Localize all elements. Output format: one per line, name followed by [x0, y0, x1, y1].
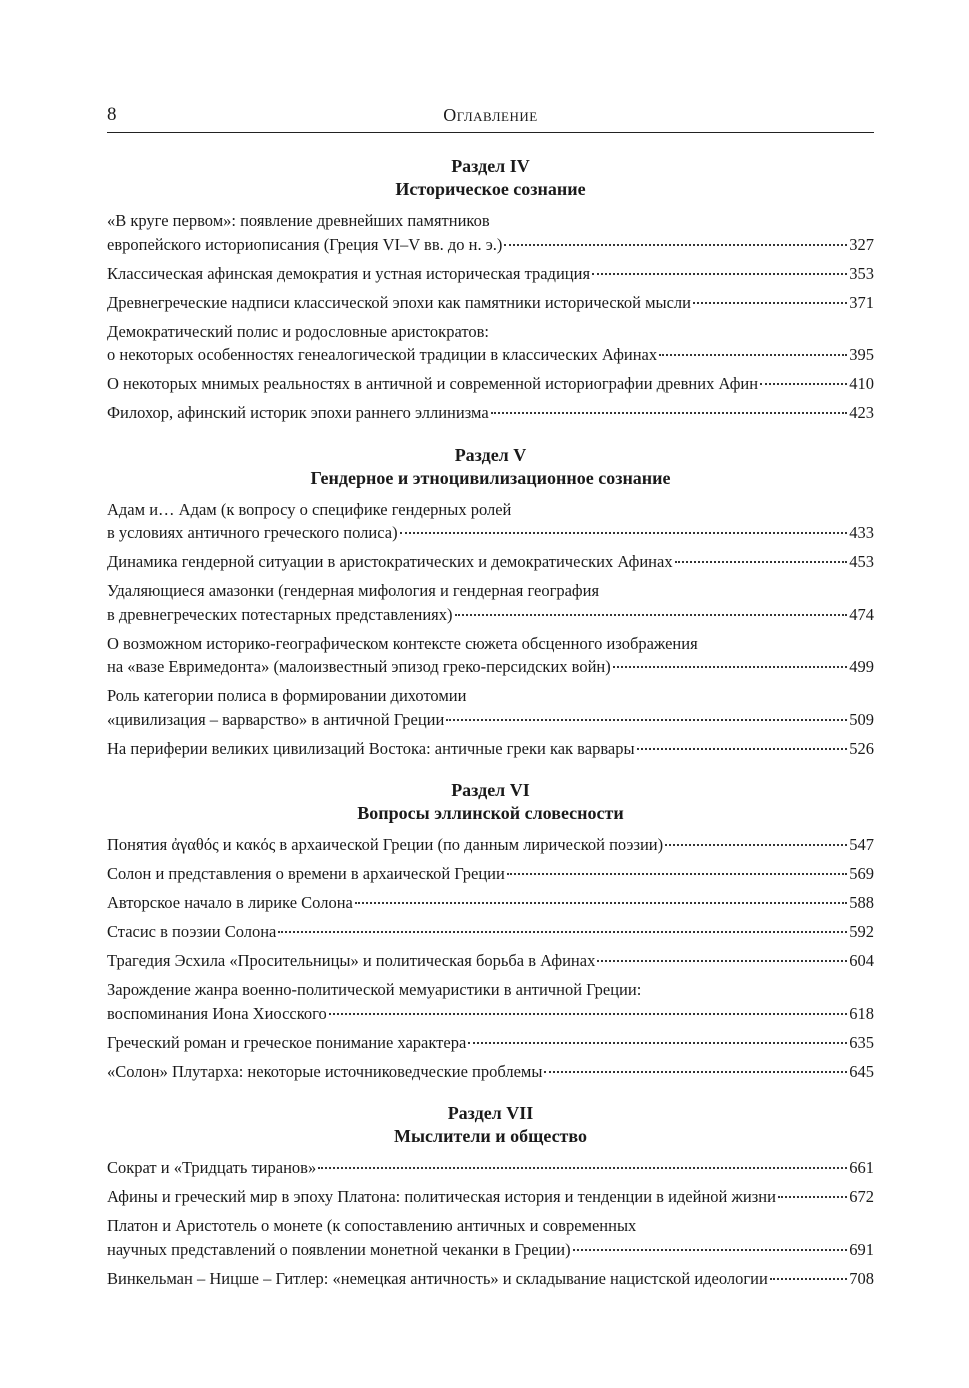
entry-page-number: 604: [849, 951, 874, 970]
entry-page-number: 672: [849, 1187, 874, 1206]
page-number: 8: [107, 104, 117, 125]
entry-title-line: Зарождение жанра военно-политической мемуаристики в античной Греции:: [107, 980, 642, 999]
entry-title-line: Платон и Аристотель о монете (к сопоставлению античных и современных: [107, 1216, 637, 1235]
toc-entry[interactable]: [107, 737, 874, 761]
section-title: Мыслители и общество: [393, 1126, 587, 1146]
entry-page-number: 635: [849, 1032, 874, 1052]
dot-leader: [318, 1167, 847, 1169]
toc-entry[interactable]: [107, 1031, 874, 1055]
section-label: Раздел VI: [451, 780, 530, 800]
toc-page: [107, 100, 874, 1296]
toc-section: [107, 444, 874, 761]
toc-entry[interactable]: [107, 978, 874, 1025]
toc-entry[interactable]: [107, 1156, 874, 1180]
entry-page-number: 433: [849, 523, 874, 542]
section-title: Гендерное и этноцивилизационное сознание: [310, 467, 671, 488]
entry-page-number: 499: [849, 657, 874, 676]
dot-leader: [659, 354, 847, 356]
toc-entry[interactable]: [107, 1267, 874, 1291]
entry-title-line: Динамика гендерной ситуации в аристократических и демократических Афинах: [107, 552, 673, 571]
page-header: [107, 100, 874, 133]
section-title: Вопросы эллинской словесности: [357, 803, 624, 823]
entry-title-line: «В круге первом»: появление древнейших памятников: [107, 211, 490, 230]
entry-title-line: Демократический полис и родословные аристократов:: [107, 321, 489, 341]
toc-entry[interactable]: [107, 262, 874, 286]
dot-leader: [507, 873, 847, 875]
toc-entry[interactable]: [107, 891, 874, 915]
entry-title-line: Афины и греческий мир в эпоху Платона: политическая история и тенденции в идейной жизни: [107, 1187, 776, 1206]
dot-leader: [544, 1071, 847, 1073]
dot-leader: [597, 960, 847, 962]
dot-leader: [637, 748, 848, 750]
entry-title-line: воспоминания Иона Хиосского: [107, 1003, 327, 1023]
section-heading: [107, 779, 874, 825]
entry-page-number: 618: [849, 1003, 874, 1023]
entry-page-number: 569: [849, 864, 874, 883]
entry-title-line: европейского историописания (Греция VI–V вв. до н. э.): [107, 234, 503, 254]
entry-page-number: 509: [849, 709, 874, 729]
entry-page-number: 327: [849, 234, 874, 254]
entry-page-number: 423: [849, 403, 874, 422]
entry-page-number: 474: [849, 604, 874, 624]
toc-entry[interactable]: [107, 320, 874, 367]
entry-title-line: О некоторых мнимых реальностях в античной и современной историографии древних Афин: [107, 374, 759, 393]
toc-section: [107, 1102, 874, 1290]
dot-leader: [278, 931, 847, 933]
section-label: Раздел VII: [447, 1103, 534, 1123]
entry-page-number: 661: [849, 1158, 874, 1177]
section-title: Историческое сознание: [395, 179, 586, 199]
section-label: Раздел IV: [451, 156, 530, 176]
entry-title-line: Авторское начало в лирике Солона: [107, 893, 353, 912]
dot-leader: [778, 1196, 847, 1198]
entry-page-number: 691: [849, 1239, 874, 1259]
toc-entry[interactable]: [107, 579, 874, 626]
entry-title-line: на «вазе Евримедонта» (малоизвестный эпизод греко-персидских войн): [107, 657, 611, 676]
entry-page-number: 353: [849, 263, 874, 283]
entry-title-line: Адам и… Адам (к вопросу о специфике гендерных ролей: [107, 499, 512, 519]
entry-page-number: 371: [849, 292, 874, 312]
toc-entry[interactable]: [107, 1214, 874, 1261]
entry-page-number: 588: [849, 893, 874, 912]
section-label: Раздел V: [454, 444, 527, 465]
entry-title-line: На периферии великих цивилизаций Востока: античные греки как варвары: [107, 738, 635, 758]
dot-leader: [592, 273, 847, 275]
dot-leader: [760, 383, 847, 385]
section-heading: [107, 1102, 874, 1148]
entry-title-line: Филохор, афинский историк эпохи раннего эллинизма: [107, 403, 489, 422]
entry-title-line: Трагедия Эсхила «Просительницы» и политическая борьба в Афинах: [107, 951, 596, 970]
entry-title-line: в древнегреческих потестарных представлениях): [107, 604, 453, 624]
entry-title-line: Греческий роман и греческое понимание характера: [107, 1032, 467, 1052]
dot-leader: [455, 614, 848, 616]
toc-entry[interactable]: [107, 498, 874, 545]
entry-title-line: Солон и представления о времени в архаической Греции: [107, 864, 505, 883]
entry-title-line: Понятия ἀγαθός и κακός в архаической Греции (по данным лирической поэзии): [107, 835, 664, 854]
table-of-contents: [107, 155, 874, 1290]
toc-entry[interactable]: [107, 920, 874, 944]
dot-leader: [504, 244, 847, 246]
entry-title-line: «Солон» Плутарха: некоторые источниковедческие проблемы: [107, 1061, 543, 1081]
section-heading: [107, 155, 874, 201]
section-heading: [107, 444, 874, 490]
entry-title-line: О возможном историко-географическом контексте сюжета обсценного изображения: [107, 633, 698, 653]
entry-title-line: Роль категории полиса в формировании дихотомии: [107, 686, 467, 705]
entry-title-line: Древнегреческие надписи классической эпохи как памятники исторической мысли: [107, 292, 691, 312]
toc-entry[interactable]: [107, 833, 874, 857]
entry-title-line: Удаляющиеся амазонки (гендерная мифология и гендерная география: [107, 581, 600, 600]
entry-page-number: 410: [849, 374, 874, 393]
entry-page-number: 526: [849, 738, 874, 758]
entry-page-number: 453: [849, 552, 874, 571]
toc-entry[interactable]: [107, 401, 874, 425]
entry-page-number: 645: [849, 1061, 874, 1081]
entry-title-line: Классическая афинская демократия и устная историческая традиция: [107, 263, 591, 283]
toc-entry[interactable]: [107, 684, 874, 731]
entry-title-line: о некоторых особенностях генеалогической традиции в классических Афинах: [107, 345, 658, 364]
dot-leader: [400, 532, 848, 534]
entry-title-line: «цивилизация – варварство» в античной Греции: [107, 709, 445, 729]
entry-page-number: 708: [849, 1268, 874, 1288]
entry-page-number: 592: [849, 922, 874, 941]
toc-entry[interactable]: [107, 550, 874, 574]
entry-page-number: 547: [849, 835, 874, 854]
entry-page-number: 395: [849, 345, 874, 364]
entry-title-line: научных представлений о появлении монетной чеканки в Греции): [107, 1239, 571, 1259]
dot-leader: [675, 561, 848, 563]
entry-title-line: Сократ и «Тридцать тиранов»: [107, 1158, 317, 1177]
toc-entry[interactable]: [107, 291, 874, 315]
dot-leader: [573, 1249, 848, 1251]
toc-entry[interactable]: [107, 862, 874, 886]
toc-entry[interactable]: [107, 632, 874, 679]
dot-leader: [665, 844, 847, 846]
dot-leader: [693, 302, 847, 304]
dot-leader: [613, 666, 848, 668]
toc-section: [107, 155, 874, 425]
toc-entry[interactable]: [107, 1185, 874, 1209]
entry-title-line: Винкельман – Ницше – Гитлер: «немецкая античность» и складывание нацистской идеологии: [107, 1268, 768, 1288]
dot-leader: [329, 1013, 847, 1015]
dot-leader: [468, 1042, 847, 1044]
entry-title-line: в условиях античного греческого полиса): [107, 523, 398, 542]
toc-entry[interactable]: [107, 209, 874, 256]
dot-leader: [355, 902, 847, 904]
running-title: Оглавление: [443, 105, 538, 125]
dot-leader: [491, 412, 848, 414]
toc-entry[interactable]: [107, 372, 874, 396]
toc-section: [107, 779, 874, 1083]
toc-entry[interactable]: [107, 1060, 874, 1084]
toc-entry[interactable]: [107, 949, 874, 973]
entry-title-line: Стасис в поэзии Солона: [107, 922, 277, 941]
dot-leader: [770, 1278, 847, 1280]
dot-leader: [446, 719, 847, 721]
